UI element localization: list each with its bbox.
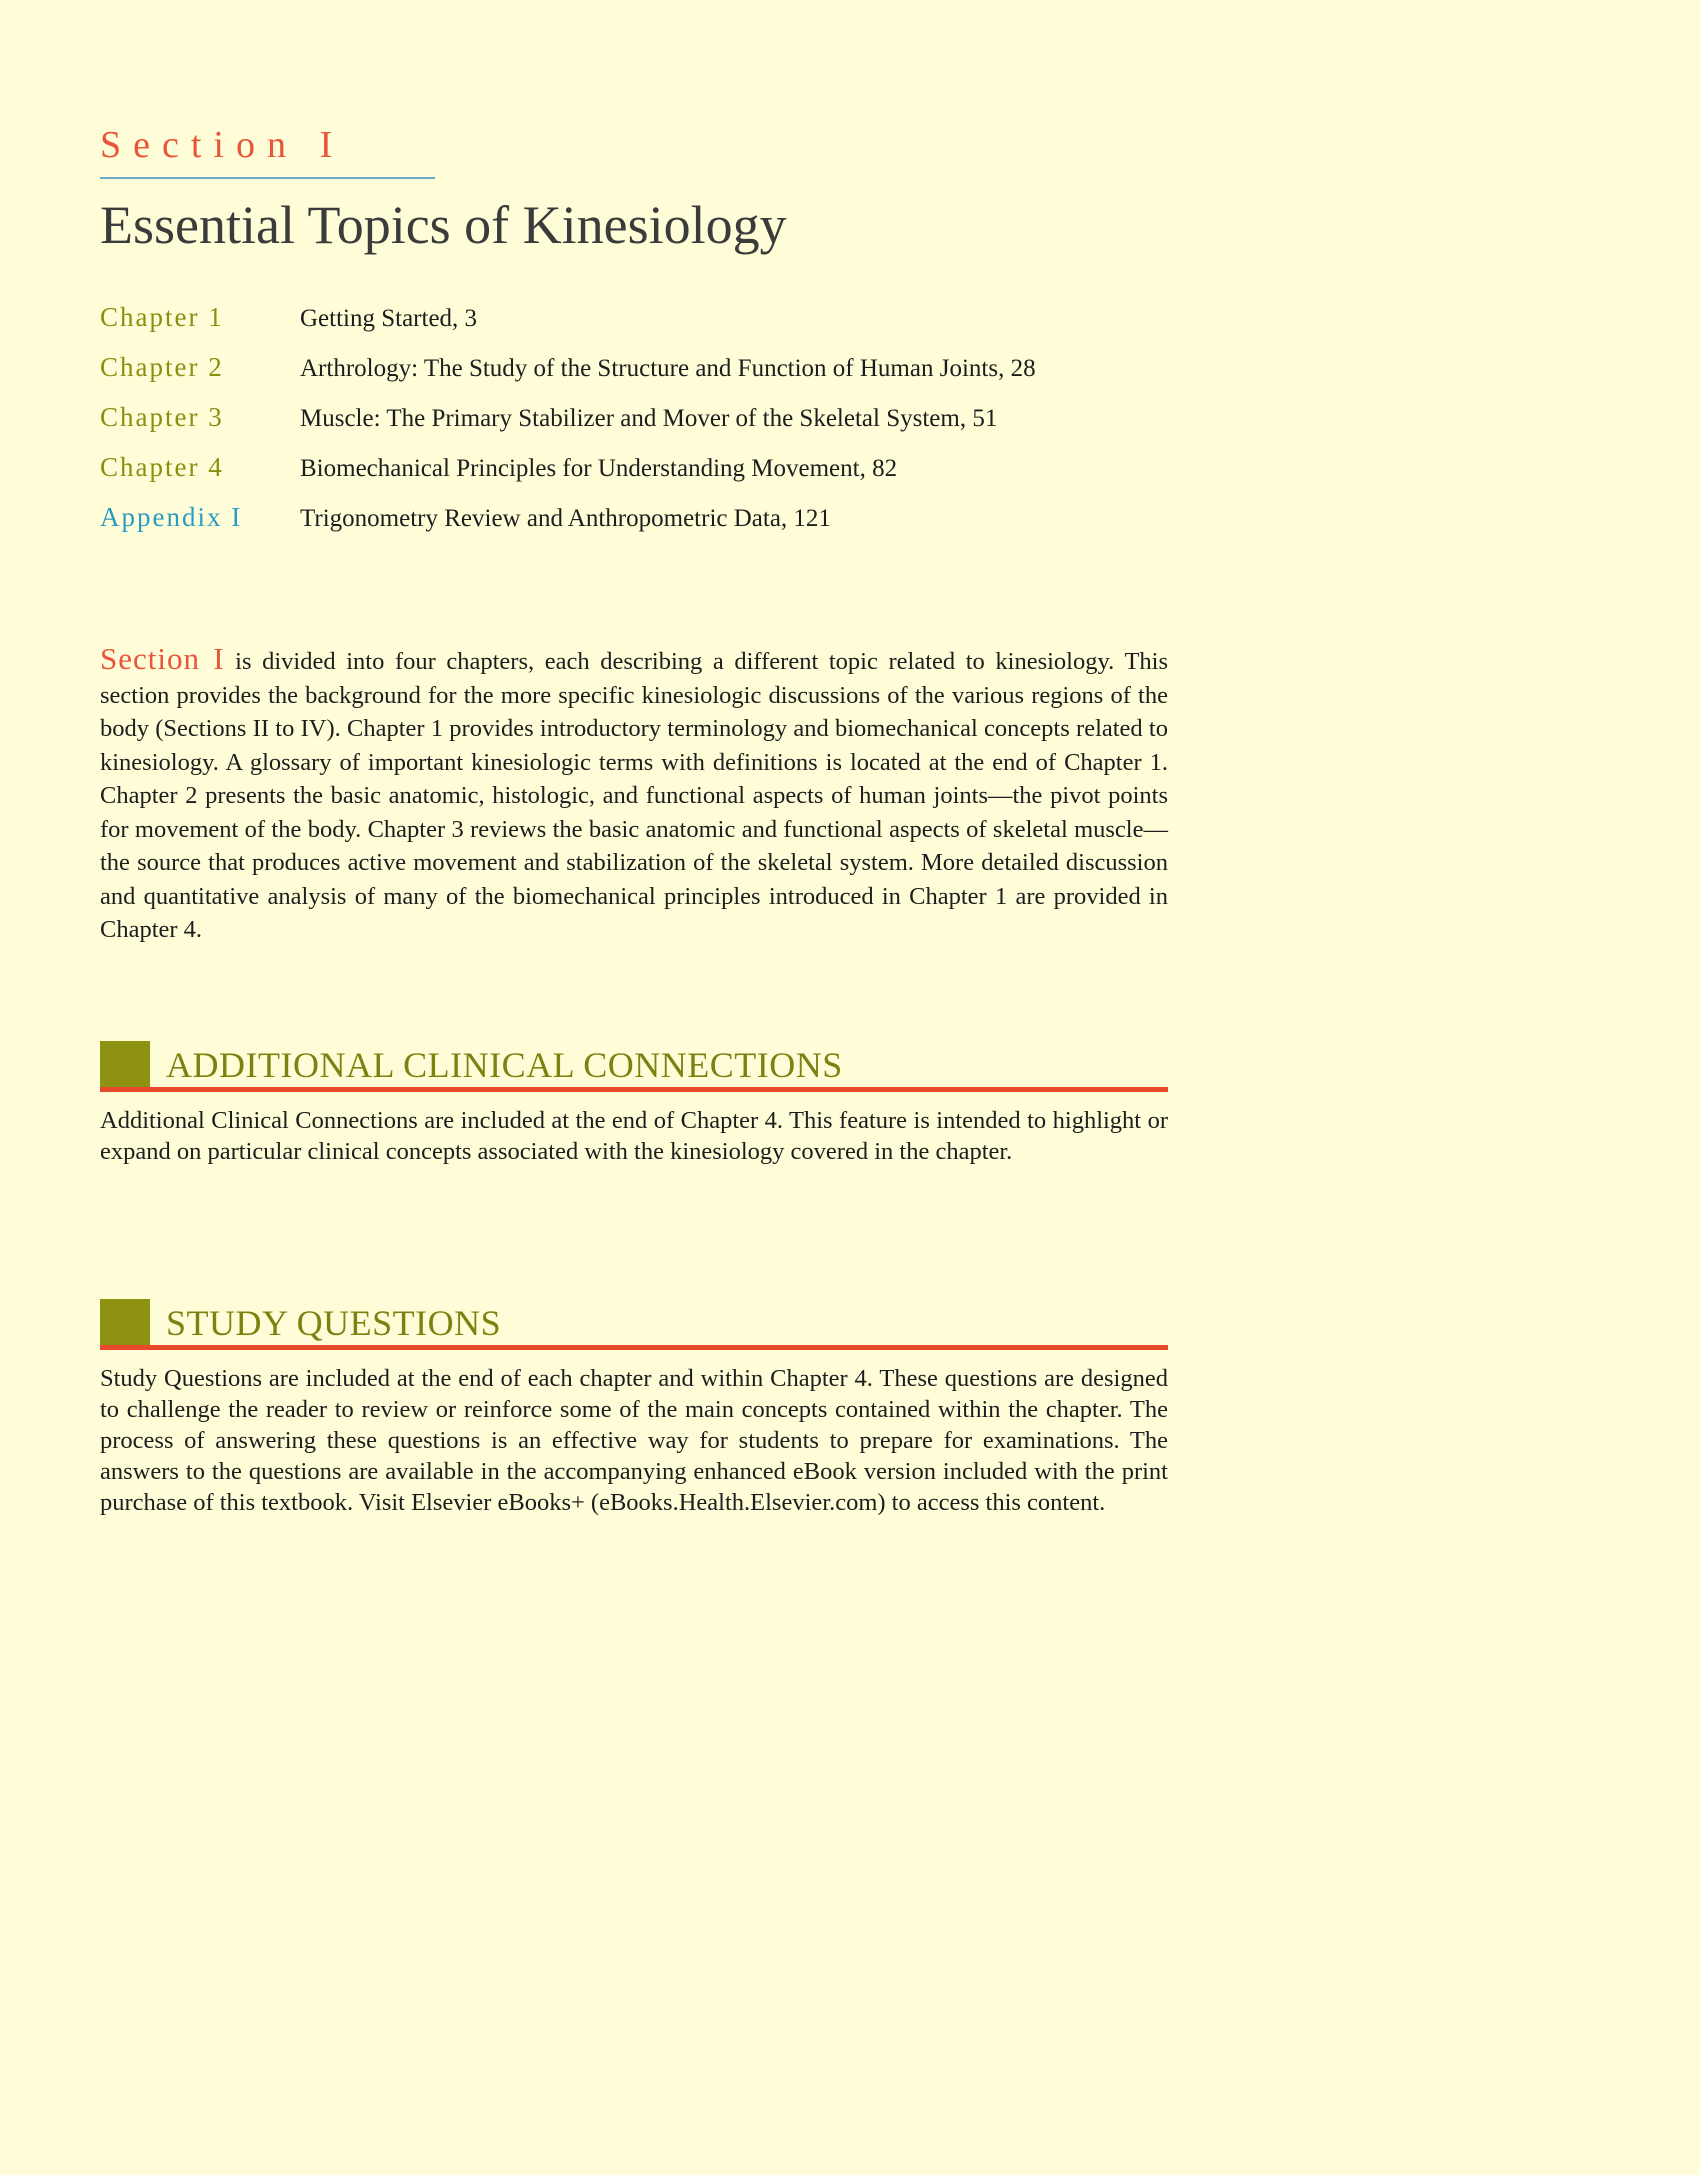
heading-rule [100,1087,1168,1092]
toc-entry: Biomechanical Principles for Understanding Movement, 82 [300,455,898,482]
toc-entry: Getting Started, 3 [300,305,478,332]
feature-study-questions [100,1299,1168,1518]
toc-row-chapter-1 [100,302,1200,352]
heading-square-marker [100,1299,150,1347]
feature-body: Study Questions are included at the end of each chapter and within Chapter 4. These questions are designed to challenge the reader to review or reinforce some of the main concepts contained within the chapter. The process of answering these questions is an effective way for students to prepare for examinations. The answers to the questions are available in the accompanying enhanced eBook version included with the print purchase of this textbook. Visit Elsevier eBooks+ (eBooks.Health.Elsevier.com) to access this content. [100,1365,1168,1516]
toc-label: Chapter 2 [100,352,224,382]
feature-heading [100,1041,1168,1093]
toc-row-chapter-3 [100,402,1200,452]
intro-paragraph [100,642,1168,947]
toc-label: Chapter 1 [100,302,224,332]
table-of-contents [100,302,1200,552]
feature-title: ADDITIONAL CLINICAL CONNECTIONS [166,1045,843,1085]
feature-body: Additional Clinical Connections are included at the end of Chapter 4. This feature is intended to highlight or expand on particular clinical concepts associated with the kinesiology covered in the chapter. [100,1107,1168,1165]
toc-entry: Muscle: The Primary Stabilizer and Mover of the Skeletal System, 51 [300,405,998,432]
toc-row-chapter-2 [100,352,1200,402]
intro-lead: Section I [100,641,225,676]
feature-additional-clinical-connections [100,1041,1168,1167]
feature-title: STUDY QUESTIONS [166,1303,502,1343]
section-divider [100,177,435,179]
toc-row-chapter-4 [100,452,1200,502]
toc-entry: Trigonometry Review and Anthropometric Data, 121 [300,505,831,532]
heading-rule [100,1345,1168,1350]
heading-square-marker [100,1041,150,1089]
toc-label: Chapter 3 [100,402,224,432]
feature-heading [100,1299,1168,1351]
toc-row-appendix-1 [100,502,1200,552]
toc-entry: Arthrology: The Study of the Structure and Function of Human Joints, 28 [300,355,1036,382]
section-title: Essential Topics of Kinesiology [100,195,787,255]
toc-label: Chapter 4 [100,452,224,482]
intro-text: is divided into four chapters, each describing a different topic related to kinesiology. This section provides the background for the more specific kinesiologic discussions of the various regions of the body (Sections II to IV). Chapter 1 provides introductory terminology and biomechanical concepts related to kinesiology. A glossary of important kinesiologic terms with definitions is located at the end of Chapter 1. Chapter 2 presents the basic anatomic, histologic, and functional aspects of human joints—the pivot points for movement of the body. Chapter 3 reviews the basic anatomic and functional aspects of skeletal muscle—the source that produces active movement and stabilization of the skeletal system. More detailed discussion and quantitative analysis of many of the biomechanical principles introduced in Chapter 1 are provided in Chapter 4. [100,648,1168,943]
section-label: Section I [100,124,345,166]
toc-label: Appendix I [100,502,243,532]
